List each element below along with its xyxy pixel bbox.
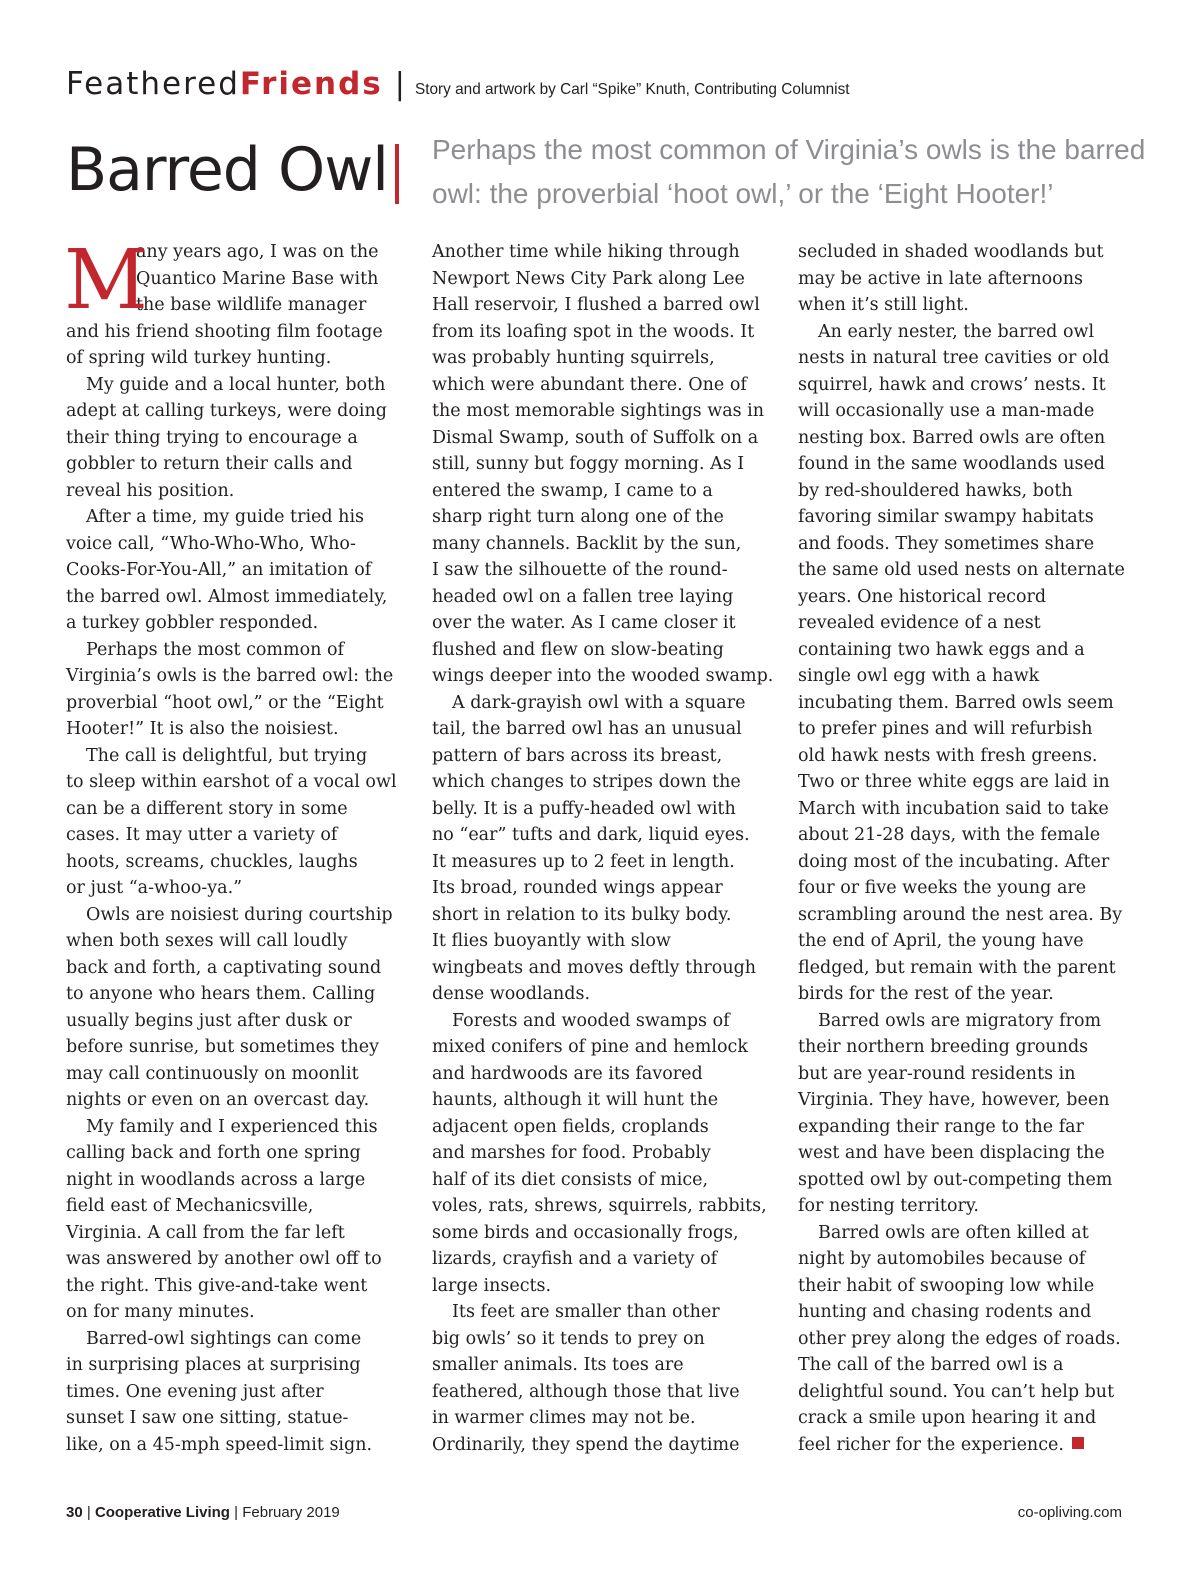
body-line: Quantico Marine Base with (136, 268, 379, 289)
body-line: revealed evidence of a nest (798, 613, 1041, 633)
body-line: smaller animals. Its toes are (432, 1355, 684, 1375)
body-line: and his friend shooting film footage (66, 321, 383, 342)
body-line: like, on a 45-mph speed-limit sign. (66, 1434, 373, 1455)
body-line: but are year-round residents in (798, 1063, 1076, 1084)
column-brand-friends: Friends (239, 66, 383, 102)
body-line: Hooter!” It is also the noisiest. (66, 719, 339, 739)
body-line: big owls’ so it tends to prey on (432, 1328, 705, 1349)
body-line: nights or even on an overcast day. (66, 1090, 370, 1110)
body-line: Newport News City Park along Lee (432, 268, 745, 289)
page-footer (66, 1504, 340, 1521)
body-line: the base wildlife manager (136, 295, 367, 315)
body-column-1 (64, 233, 397, 1458)
body-line: headed owl on a fallen tree laying (432, 586, 734, 607)
body-line: Another time while hiking through (432, 242, 740, 262)
drop-cap: M (64, 233, 148, 328)
body-line: a turkey gobbler responded. (66, 613, 319, 633)
footer-separator: | (86, 1504, 91, 1521)
body-line: over the water. As I came closer it (432, 613, 736, 633)
body-line: It measures up to 2 feet in length. (432, 851, 735, 872)
body-line: other prey along the edges of roads. (798, 1328, 1121, 1349)
body-line: for nesting territory. (798, 1196, 979, 1216)
body-line: flushed and flew on slow-beating (432, 639, 724, 660)
body-line: still, sunny but foggy morning. As I (432, 454, 745, 474)
body-line: night by automobiles because of (798, 1249, 1086, 1269)
body-line: single owl egg with a hawk (798, 666, 1040, 686)
body-line: adjacent open fields, croplands (432, 1116, 709, 1137)
body-line: I saw the silhouette of the round- (432, 560, 728, 580)
body-line: which were abundant there. One of (432, 374, 747, 395)
body-line: reveal his position. (66, 480, 235, 501)
body-line: nests in natural tree cavities or old (798, 348, 1110, 368)
body-line: night in woodlands across a large (66, 1169, 366, 1190)
body-line: calling back and forth one spring (66, 1143, 361, 1163)
section-header (66, 66, 868, 106)
body-line: dense woodlands. (432, 984, 591, 1004)
body-line: found in the same woodlands used (798, 454, 1106, 474)
deck-line: owl: the proverbial ‘hoot owl,’ or the ‘Eight Hooter!’ (432, 178, 1054, 209)
body-line: Forests and wooded swamps of (452, 1010, 730, 1031)
body-line: secluded in shaded woodlands but (798, 242, 1104, 262)
body-line: Barred owls are migratory from (818, 1010, 1102, 1031)
website-link[interactable]: co-opliving.com (1017, 1504, 1122, 1521)
body-line: years. One historical record (798, 586, 1047, 607)
body-line: which changes to stripes down the (432, 772, 741, 792)
title-divider (395, 144, 399, 204)
body-line: feel richer for the experience. (798, 1432, 1116, 1459)
body-line: hoots, screams, chuckles, laughs (66, 851, 358, 872)
body-line: Owls are noisiest during courtship (86, 904, 393, 925)
body-line: back and forth, a captivating sound (66, 957, 382, 978)
body-line: usually begins just after dusk or (66, 1010, 352, 1031)
body-line: Barred-owl sightings can come (86, 1328, 362, 1349)
body-line: in surprising places at surprising (66, 1355, 361, 1375)
body-line: Dismal Swamp, south of Suffolk on a (432, 427, 759, 448)
body-line: It flies buoyantly with slow (432, 931, 671, 951)
body-line: incubating them. Barred owls seem (798, 692, 1114, 713)
body-line: may be active in late afternoons (798, 268, 1083, 289)
body-line: short in relation to its bulky body. (432, 904, 732, 925)
body-line: Ordinarily, they spend the daytime (432, 1434, 740, 1455)
body-line: was answered by another owl off to (66, 1249, 382, 1269)
body-line: west and have been displacing the (798, 1143, 1105, 1163)
body-line: favoring similar swampy habitats (798, 507, 1094, 527)
body-line: delightful sound. You can’t help but (798, 1381, 1115, 1402)
body-line: was probably hunting squirrels, (432, 348, 715, 368)
body-line: hunting and chasing rodents and (798, 1302, 1092, 1322)
body-line: Two or three white eggs are laid in (798, 772, 1110, 792)
deck-line: Perhaps the most common of Virginia’s owls is the barred (432, 134, 1146, 165)
body-line: pattern of bars across its breast, (432, 745, 723, 766)
body-line: wings deeper into the wooded swamp. (432, 666, 774, 686)
footer-separator: | (234, 1504, 239, 1521)
body-line: Hall reservoir, I flushed a barred owl (432, 295, 760, 315)
body-line: tail, the barred owl has an unusual (432, 719, 742, 739)
body-line: squirrel, hawk and crows’ nests. It (798, 374, 1106, 395)
body-line: belly. It is a puffy-headed owl with (432, 798, 736, 819)
body-line: Its feet are smaller than other (452, 1302, 720, 1322)
body-line: Virginia’s owls is the barred owl: the (66, 666, 394, 686)
body-line: will occasionally use a man-made (798, 401, 1095, 421)
body-line: to prefer pines and will refurbish (798, 719, 1093, 739)
body-line: in warmer climes may not be. (432, 1408, 696, 1428)
body-line: four or five weeks the young are (798, 878, 1087, 898)
body-line: sharp right turn along one of the (432, 507, 724, 527)
body-line: their thing trying to encourage a (66, 427, 358, 448)
body-line: the most memorable sightings was in (432, 401, 765, 421)
body-line: can be a different story in some (66, 798, 348, 819)
issue-date: February 2019 (242, 1504, 340, 1521)
article-deck (432, 128, 1152, 216)
body-line: nesting box. Barred owls are often (798, 427, 1106, 448)
body-line: on for many minutes. (66, 1302, 255, 1322)
body-line: of spring wild turkey hunting. (66, 348, 332, 368)
body-line: An early nester, the barred owl (818, 321, 1095, 342)
body-line: the same old used nests on alternate (798, 560, 1125, 580)
body-line: or just “a-whoo-ya.” (66, 878, 243, 898)
body-line: gobbler to return their calls and (66, 454, 353, 474)
body-line: from its loafing spot in the woods. It (432, 321, 755, 342)
body-line: voice call, “Who-Who-Who, Who- (66, 533, 356, 554)
body-line: and marshes for food. Probably (432, 1143, 711, 1163)
body-line: the right. This give-and-take went (66, 1275, 368, 1296)
body-line: haunts, although it will hunt the (432, 1090, 719, 1110)
body-line: fledged, but remain with the parent (798, 957, 1116, 978)
body-line: the end of April, the young have (798, 931, 1084, 951)
body-line: After a time, my guide tried his (86, 507, 365, 527)
body-line: many channels. Backlit by the sun, (432, 533, 742, 554)
publication-name: Cooperative Living (94, 1504, 230, 1521)
body-line: Cooks-For-You-All,” an imitation of (66, 560, 372, 580)
body-line: some birds and occasionally frogs, (432, 1222, 739, 1243)
body-line: any years ago, I was on the (136, 242, 379, 262)
body-line: feathered, although those that live (432, 1381, 740, 1402)
body-line: old hawk nests with fresh greens. (798, 745, 1098, 766)
article-title: Barred Owl (66, 135, 388, 205)
body-line: by red-shouldered hawks, both (798, 480, 1073, 501)
body-line: mixed conifers of pine and hemlock (432, 1037, 748, 1057)
body-line: wingbeats and moves deftly through (432, 957, 757, 978)
body-line: times. One evening just after (66, 1381, 324, 1402)
body-line: cases. It may utter a variety of (66, 825, 338, 845)
body-line: no “ear” tufts and dark, liquid eyes. (432, 825, 750, 845)
body-line: My family and I experienced this (86, 1116, 378, 1137)
body-line: their northern breeding grounds (798, 1037, 1089, 1057)
body-line: large insects. (432, 1275, 552, 1296)
body-line: voles, rats, shrews, squirrels, rabbits, (432, 1196, 767, 1216)
body-line: My guide and a local hunter, both (86, 374, 386, 395)
body-line: half of its diet consists of mice, (432, 1169, 709, 1190)
body-line: March with incubation said to take (798, 798, 1109, 819)
body-line: to anyone who hears them. Calling (66, 984, 376, 1004)
body-line: field east of Mechanicsville, (66, 1196, 314, 1216)
byline: Story and artwork by Carl “Spike” Knuth, Contributing Columnist (414, 81, 850, 98)
body-line: spotted owl by out-competing them (798, 1169, 1113, 1190)
body-line: lizards, crayfish and a variety of (432, 1249, 718, 1269)
body-line: containing two hawk eggs and a (798, 639, 1085, 660)
header-separator: | (394, 67, 405, 102)
body-line: may call continuously on moonlit (66, 1063, 359, 1084)
body-line: and hardwoods are its favored (432, 1063, 703, 1084)
body-line: The call of the barred owl is a (798, 1355, 1064, 1375)
body-line: the barred owl. Almost immediately, (66, 586, 388, 607)
body-line: when both sexes will call loudly (66, 931, 348, 951)
body-line: to sleep within earshot of a vocal owl (66, 772, 397, 792)
body-line: Barred owls are often killed at (818, 1222, 1089, 1243)
body-line: birds for the rest of the year. (798, 984, 1054, 1004)
page-number: 30 (66, 1504, 83, 1521)
body-line: when it’s still light. (798, 295, 969, 315)
body-line: adept at calling turkeys, were doing (66, 401, 387, 421)
body-line: sunset I saw one sitting, statue- (66, 1408, 349, 1428)
body-line: expanding their range to the far (798, 1116, 1084, 1137)
body-line: A dark-grayish owl with a square (452, 692, 746, 713)
body-line: their habit of swooping low while (798, 1275, 1095, 1296)
body-line: Virginia. They have, however, been (798, 1090, 1110, 1110)
body-line: Virginia. A call from the far left (66, 1222, 345, 1243)
body-line: crack a smile upon hearing it and (798, 1408, 1097, 1428)
body-line: about 21-28 days, with the female (798, 825, 1101, 845)
body-column-2 (432, 239, 774, 1458)
body-line: entered the swamp, I came to a (432, 480, 713, 501)
body-column-3 (798, 239, 1125, 1458)
body-line: doing most of the incubating. After (798, 851, 1110, 872)
end-of-article-mark (1072, 1437, 1084, 1449)
body-line: scrambling around the nest area. By (798, 904, 1123, 925)
column-brand-feathered: Feathered (66, 66, 240, 102)
body-line: proverbial “hoot owl,” or the “Eight (66, 692, 384, 713)
body-line: and foods. They sometimes share (798, 533, 1095, 554)
body-line: Its broad, rounded wings appear (432, 878, 723, 898)
body-line: The call is delightful, but trying (86, 745, 368, 766)
body-line: before sunrise, but sometimes they (66, 1037, 380, 1057)
body-line: Perhaps the most common of (86, 639, 344, 660)
